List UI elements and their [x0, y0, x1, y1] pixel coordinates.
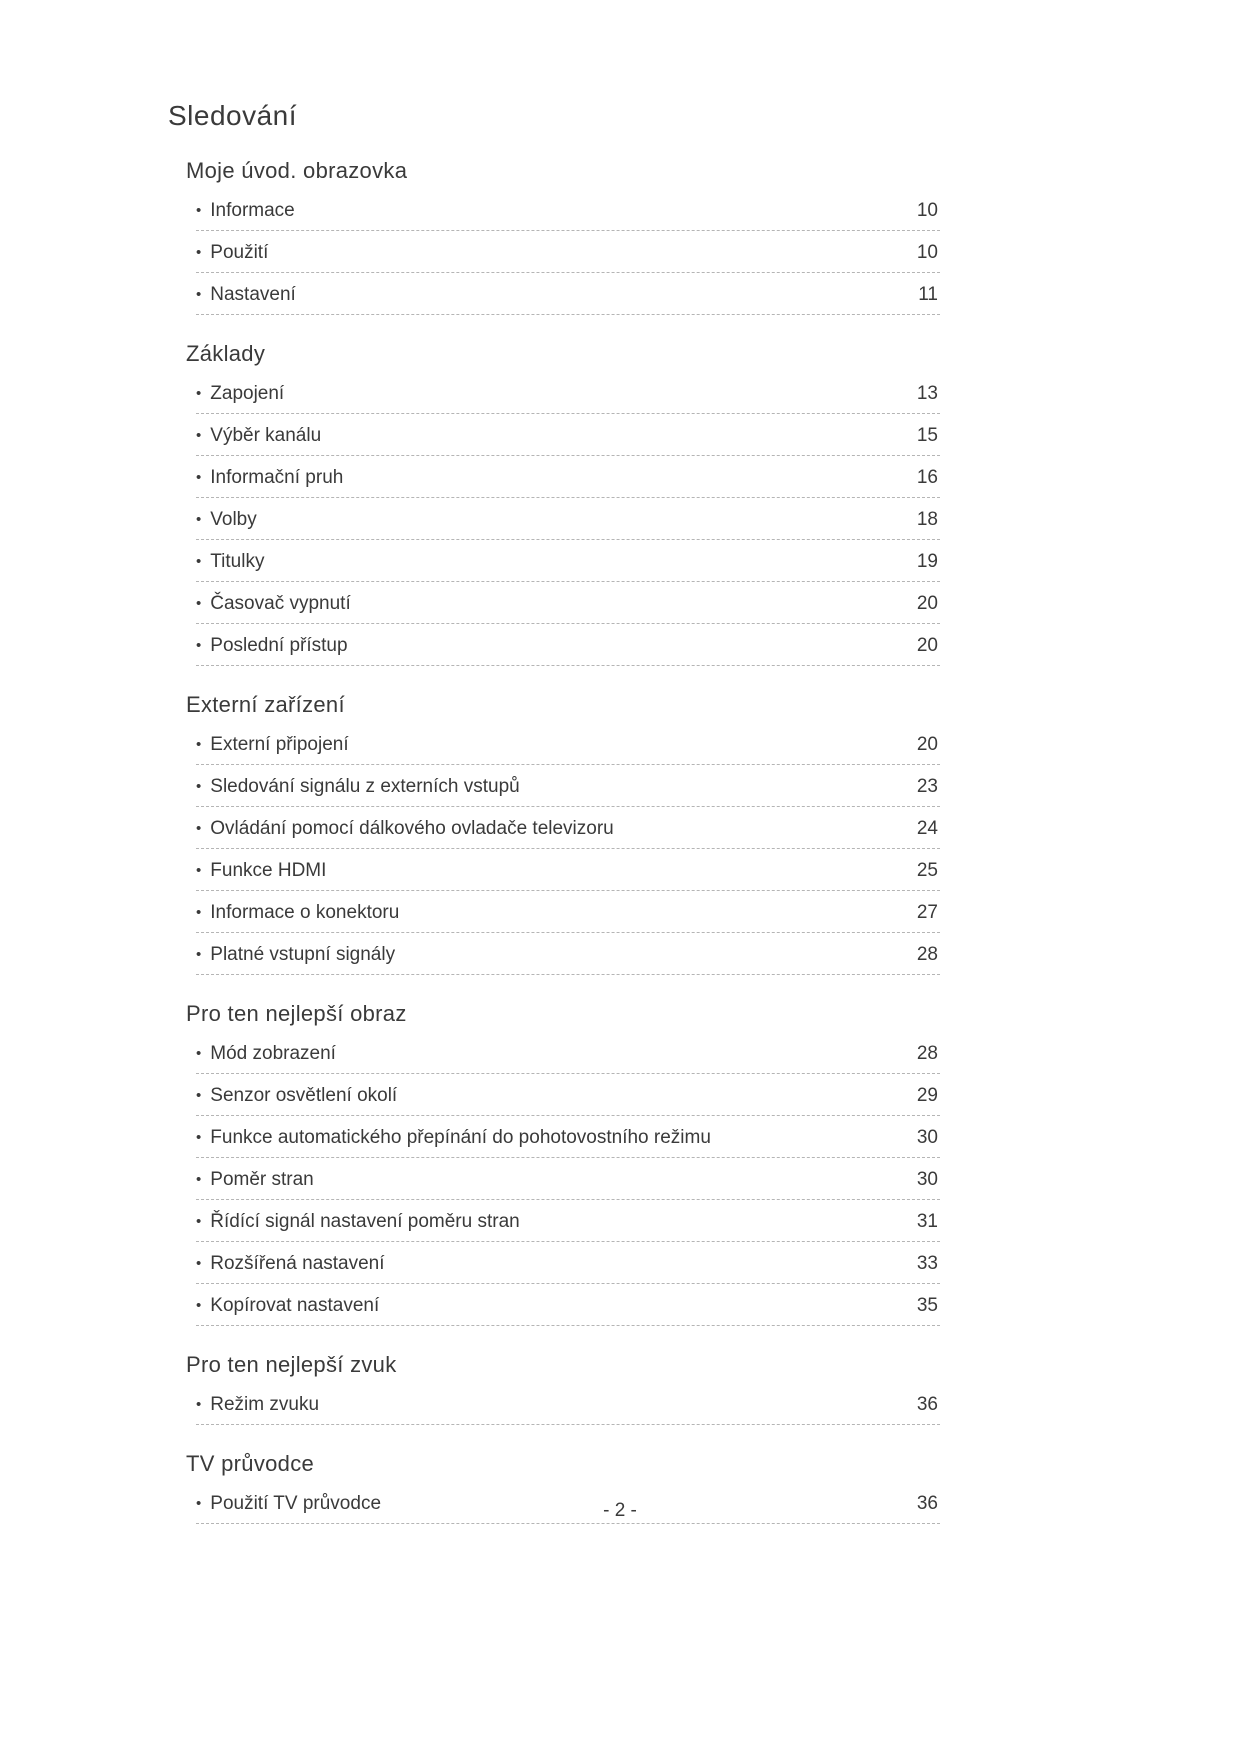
toc-entry-page-number: 20 [916, 593, 938, 614]
toc-entry-text [196, 593, 351, 616]
bullet-icon: • [196, 202, 202, 219]
page-title: Sledování [168, 100, 298, 131]
toc-entry-text [196, 383, 284, 406]
toc-section [168, 692, 940, 975]
toc-section [168, 1352, 940, 1425]
toc-entry-page-number: 27 [916, 902, 938, 923]
toc-entry[interactable] [196, 1169, 940, 1200]
section-heading: Moje úvod. obrazovka [186, 158, 408, 183]
toc-entry-page-number: 24 [916, 818, 938, 839]
toc-entry-label: Poslední přístup [210, 635, 348, 656]
toc-entry-label: Zapojení [210, 383, 285, 404]
toc-entry-label: Externí připojení [210, 734, 349, 755]
toc-entry-page-number: 28 [916, 944, 938, 965]
bullet-icon: • [196, 1171, 202, 1188]
toc-entry[interactable] [196, 284, 940, 315]
toc-entry-page-number: 25 [916, 860, 938, 881]
toc-entry-text [196, 551, 264, 574]
bullet-icon: • [196, 820, 202, 837]
bullet-icon: • [196, 286, 202, 303]
toc-entry-page-number: 31 [916, 1211, 938, 1232]
toc-entry-text [196, 242, 268, 265]
toc-entry[interactable] [196, 1253, 940, 1284]
toc-entry-page-number: 23 [916, 776, 938, 797]
toc-entry-label: Režim zvuku [210, 1394, 320, 1415]
toc-entry-page-number: 13 [916, 383, 938, 404]
toc-section [168, 158, 940, 315]
toc-entry-label: Ovládání pomocí dálkového ovladače televizoru [210, 818, 614, 839]
bullet-icon: • [196, 553, 202, 570]
toc-entry-label: Volby [210, 509, 257, 530]
toc-entry[interactable] [196, 635, 940, 666]
toc-entry-label: Nastavení [210, 284, 296, 305]
toc-entry-text [196, 902, 399, 925]
toc-entry-label: Časovač vypnutí [210, 593, 351, 614]
bullet-icon: • [196, 946, 202, 963]
toc-entry-page-number: 35 [916, 1295, 938, 1316]
toc-entry-page-number: 10 [916, 242, 938, 263]
toc-entry-label: Použití TV průvodce [210, 1493, 382, 1514]
toc-entry-text [196, 734, 349, 757]
toc-entry-page-number: 20 [916, 635, 938, 656]
section-heading: Pro ten nejlepší zvuk [186, 1352, 397, 1377]
toc-entry-label: Platné vstupní signály [210, 944, 396, 965]
bullet-icon: • [196, 1087, 202, 1104]
bullet-icon: • [196, 637, 202, 654]
toc-entry-text [196, 1394, 319, 1417]
toc-entry-page-number: 16 [916, 467, 938, 488]
toc-entry-label: Titulky [210, 551, 265, 572]
toc-entry-text [196, 1253, 385, 1276]
toc-entry[interactable] [196, 242, 940, 273]
bullet-icon: • [196, 1129, 202, 1146]
toc-entry[interactable] [196, 944, 940, 975]
toc-entry[interactable] [196, 1295, 940, 1326]
toc-entry-text [196, 509, 257, 532]
bullet-icon: • [196, 904, 202, 921]
bullet-icon: • [196, 427, 202, 444]
toc-entry[interactable] [196, 902, 940, 933]
bullet-icon: • [196, 778, 202, 795]
toc-entry-text [196, 200, 295, 223]
toc-entry[interactable] [196, 425, 940, 456]
page-number-footer: - 2 - [603, 1500, 637, 1521]
toc-content [168, 100, 940, 1535]
toc-entry-text [196, 818, 614, 841]
toc-entry[interactable] [196, 818, 940, 849]
toc-entry-label: Rozšířená nastavení [210, 1253, 385, 1274]
bullet-icon: • [196, 595, 202, 612]
toc-entry-text [196, 1295, 379, 1318]
toc-entry-text [196, 776, 520, 799]
toc-entry[interactable] [196, 200, 940, 231]
bullet-icon: • [196, 511, 202, 528]
toc-entry-label: Řídící signál nastavení poměru stran [210, 1211, 520, 1232]
toc-entry[interactable] [196, 734, 940, 765]
toc-entry[interactable] [196, 1394, 940, 1425]
toc-entry-label: Použití [210, 242, 269, 263]
toc-entry-page-number: 28 [916, 1043, 938, 1064]
toc-entry-text [196, 635, 348, 658]
toc-entry-page-number: 30 [916, 1127, 938, 1148]
toc-entry[interactable] [196, 551, 940, 582]
toc-entry[interactable] [196, 1211, 940, 1242]
bullet-icon: • [196, 736, 202, 753]
toc-entry-text [196, 467, 343, 490]
toc-entry-page-number: 19 [916, 551, 938, 572]
toc-entry-page-number: 33 [916, 1253, 938, 1274]
toc-entry-label: Informační pruh [210, 467, 344, 488]
bullet-icon: • [196, 1297, 202, 1314]
toc-entry[interactable] [196, 509, 940, 540]
toc-entry-text [196, 944, 395, 967]
bullet-icon: • [196, 244, 202, 261]
toc-entry-page-number: 29 [916, 1085, 938, 1106]
toc-entry-page-number: 15 [916, 425, 938, 446]
toc-entry-label: Funkce HDMI [210, 860, 327, 881]
toc-entry-label: Senzor osvětlení okolí [210, 1085, 398, 1106]
toc-entry[interactable] [196, 593, 940, 624]
toc-entry-label: Informace [210, 200, 295, 221]
bullet-icon: • [196, 862, 202, 879]
toc-entry[interactable] [196, 1127, 940, 1158]
toc-entry[interactable] [196, 776, 940, 807]
section-heading: TV průvodce [186, 1451, 315, 1476]
bullet-icon: • [196, 385, 202, 402]
toc-entry-page-number: 36 [916, 1493, 938, 1514]
toc-entry-text [196, 860, 326, 883]
bullet-icon: • [196, 1495, 202, 1512]
toc-entry-label: Funkce automatického přepínání do pohotovostního režimu [210, 1127, 711, 1148]
toc-entry-label: Poměr stran [210, 1169, 314, 1190]
section-heading: Externí zařízení [186, 692, 345, 717]
toc-entry-page-number: 11 [918, 284, 938, 305]
toc [168, 158, 940, 1524]
bullet-icon: • [196, 1396, 202, 1413]
toc-entry[interactable] [196, 1085, 940, 1116]
toc-entry[interactable] [196, 467, 940, 498]
toc-entry-text [196, 1043, 336, 1066]
bullet-icon: • [196, 469, 202, 486]
toc-entry-text [196, 1127, 711, 1150]
toc-entry-label: Výběr kanálu [210, 425, 322, 446]
toc-entry-page-number: 10 [916, 200, 938, 221]
bullet-icon: • [196, 1213, 202, 1230]
toc-section [168, 341, 940, 666]
toc-entry-text [196, 1169, 314, 1192]
toc-entry-text [196, 425, 321, 448]
toc-entry[interactable] [196, 383, 940, 414]
toc-entry-text [196, 1085, 397, 1108]
toc-entry-text [196, 1211, 520, 1234]
toc-entry-label: Informace o konektoru [210, 902, 400, 923]
toc-entry[interactable] [196, 860, 940, 891]
toc-section [168, 1001, 940, 1326]
toc-entry-label: Kopírovat nastavení [210, 1295, 380, 1316]
toc-entry-page-number: 18 [916, 509, 938, 530]
toc-entry-page-number: 30 [916, 1169, 938, 1190]
section-heading: Pro ten nejlepší obraz [186, 1001, 407, 1026]
toc-entry-page-number: 36 [916, 1394, 938, 1415]
bullet-icon: • [196, 1255, 202, 1272]
section-heading: Základy [186, 341, 266, 366]
toc-entry-label: Mód zobrazení [210, 1043, 336, 1064]
bullet-icon: • [196, 1045, 202, 1062]
toc-entry-page-number: 20 [916, 734, 938, 755]
toc-entry[interactable] [196, 1043, 940, 1074]
toc-entry-text [196, 284, 296, 307]
toc-entry-label: Sledování signálu z externích vstupů [210, 776, 520, 797]
